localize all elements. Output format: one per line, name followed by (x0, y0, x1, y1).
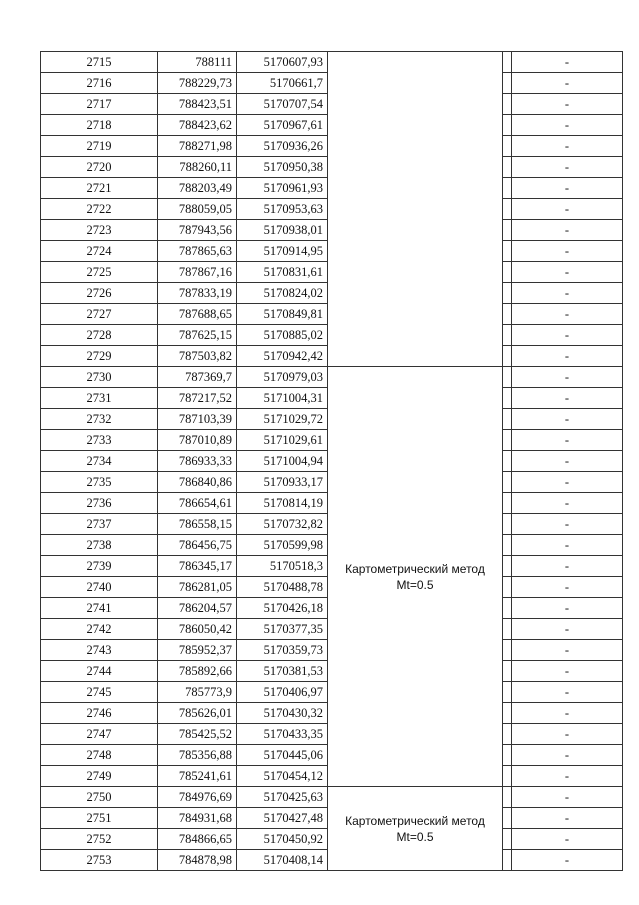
y-coordinate-cell: 5170445,06 (237, 745, 328, 766)
column-gap (503, 115, 512, 136)
point-number-cell: 2745 (41, 682, 158, 703)
point-number-cell: 2724 (41, 241, 158, 262)
column-gap (503, 535, 512, 556)
value-cell: - (512, 52, 623, 73)
point-number-cell: 2743 (41, 640, 158, 661)
x-coordinate-cell: 786933,33 (158, 451, 237, 472)
value-cell: - (512, 514, 623, 535)
column-gap (503, 388, 512, 409)
x-coordinate-cell: 788260,11 (158, 157, 237, 178)
y-coordinate-cell: 5170450,92 (237, 829, 328, 850)
value-cell: - (512, 304, 623, 325)
point-number-cell: 2722 (41, 199, 158, 220)
value-cell: - (512, 745, 623, 766)
y-coordinate-cell: 5170942,42 (237, 346, 328, 367)
column-gap (503, 52, 512, 73)
y-coordinate-cell: 5170377,35 (237, 619, 328, 640)
point-number-cell: 2730 (41, 367, 158, 388)
value-cell: - (512, 136, 623, 157)
value-cell: - (512, 472, 623, 493)
value-cell: - (512, 157, 623, 178)
x-coordinate-cell: 786345,17 (158, 556, 237, 577)
y-coordinate-cell: 5170454,12 (237, 766, 328, 787)
column-gap (503, 619, 512, 640)
y-coordinate-cell: 5170707,54 (237, 94, 328, 115)
y-coordinate-cell: 5170426,18 (237, 598, 328, 619)
value-cell: - (512, 388, 623, 409)
x-coordinate-cell: 786840,86 (158, 472, 237, 493)
point-number-cell: 2752 (41, 829, 158, 850)
x-coordinate-cell: 785892,66 (158, 661, 237, 682)
value-cell: - (512, 283, 623, 304)
point-number-cell: 2736 (41, 493, 158, 514)
column-gap (503, 304, 512, 325)
value-cell: - (512, 115, 623, 136)
column-gap (503, 808, 512, 829)
method-cell (328, 787, 503, 871)
point-number-cell: 2751 (41, 808, 158, 829)
y-coordinate-cell: 5171004,94 (237, 451, 328, 472)
value-cell: - (512, 787, 623, 808)
point-number-cell: 2729 (41, 346, 158, 367)
column-gap (503, 346, 512, 367)
column-gap (503, 262, 512, 283)
x-coordinate-cell: 785773,9 (158, 682, 237, 703)
y-coordinate-cell: 5170950,38 (237, 157, 328, 178)
x-coordinate-cell: 787865,63 (158, 241, 237, 262)
table-row (41, 367, 623, 388)
value-cell: - (512, 724, 623, 745)
x-coordinate-cell: 788111 (158, 52, 237, 73)
y-coordinate-cell: 5170936,26 (237, 136, 328, 157)
column-gap (503, 409, 512, 430)
column-gap (503, 178, 512, 199)
value-cell: - (512, 346, 623, 367)
y-coordinate-cell: 5170824,02 (237, 283, 328, 304)
point-number-cell: 2742 (41, 619, 158, 640)
accuracy-label: Mt=0.5 (396, 829, 434, 844)
column-gap (503, 598, 512, 619)
value-cell: - (512, 829, 623, 850)
point-number-cell: 2732 (41, 409, 158, 430)
point-number-cell: 2728 (41, 325, 158, 346)
point-number-cell: 2720 (41, 157, 158, 178)
column-gap (503, 850, 512, 871)
value-cell: - (512, 640, 623, 661)
column-gap (503, 766, 512, 787)
value-cell: - (512, 178, 623, 199)
point-number-cell: 2738 (41, 535, 158, 556)
value-cell: - (512, 220, 623, 241)
point-number-cell: 2735 (41, 472, 158, 493)
point-number-cell: 2753 (41, 850, 158, 871)
column-gap (503, 199, 512, 220)
y-coordinate-cell: 5170732,82 (237, 514, 328, 535)
x-coordinate-cell: 786050,42 (158, 619, 237, 640)
value-cell: - (512, 682, 623, 703)
method-cell (328, 52, 503, 367)
x-coordinate-cell: 787833,19 (158, 283, 237, 304)
y-coordinate-cell: 5171029,72 (237, 409, 328, 430)
value-cell: - (512, 766, 623, 787)
point-number-cell: 2717 (41, 94, 158, 115)
column-gap (503, 724, 512, 745)
point-number-cell: 2739 (41, 556, 158, 577)
column-gap (503, 283, 512, 304)
value-cell: - (512, 409, 623, 430)
x-coordinate-cell: 787867,16 (158, 262, 237, 283)
column-gap (503, 640, 512, 661)
y-coordinate-cell: 5170425,63 (237, 787, 328, 808)
x-coordinate-cell: 786204,57 (158, 598, 237, 619)
point-number-cell: 2750 (41, 787, 158, 808)
x-coordinate-cell: 788423,62 (158, 115, 237, 136)
point-number-cell: 2731 (41, 388, 158, 409)
point-number-cell: 2725 (41, 262, 158, 283)
point-number-cell: 2721 (41, 178, 158, 199)
column-gap (503, 493, 512, 514)
y-coordinate-cell: 5170433,35 (237, 724, 328, 745)
value-cell: - (512, 577, 623, 598)
y-coordinate-cell: 5170488,78 (237, 577, 328, 598)
column-gap (503, 682, 512, 703)
y-coordinate-cell: 5170814,19 (237, 493, 328, 514)
value-cell: - (512, 94, 623, 115)
y-coordinate-cell: 5170381,53 (237, 661, 328, 682)
x-coordinate-cell: 787943,56 (158, 220, 237, 241)
x-coordinate-cell: 788229,73 (158, 73, 237, 94)
column-gap (503, 829, 512, 850)
x-coordinate-cell: 788059,05 (158, 199, 237, 220)
point-number-cell: 2718 (41, 115, 158, 136)
x-coordinate-cell: 784866,65 (158, 829, 237, 850)
column-gap (503, 157, 512, 178)
y-coordinate-cell: 5170967,61 (237, 115, 328, 136)
x-coordinate-cell: 787369,7 (158, 367, 237, 388)
x-coordinate-cell: 786456,75 (158, 535, 237, 556)
x-coordinate-cell: 788423,51 (158, 94, 237, 115)
y-coordinate-cell: 5170831,61 (237, 262, 328, 283)
column-gap (503, 577, 512, 598)
y-coordinate-cell: 5171029,61 (237, 430, 328, 451)
value-cell: - (512, 703, 623, 724)
y-coordinate-cell: 5170885,02 (237, 325, 328, 346)
column-gap (503, 367, 512, 388)
method-cell (328, 367, 503, 787)
y-coordinate-cell: 5170430,32 (237, 703, 328, 724)
value-cell: - (512, 262, 623, 283)
x-coordinate-cell: 786281,05 (158, 577, 237, 598)
y-coordinate-cell: 5170406,97 (237, 682, 328, 703)
x-coordinate-cell: 788271,98 (158, 136, 237, 157)
y-coordinate-cell: 5170599,98 (237, 535, 328, 556)
column-gap (503, 94, 512, 115)
value-cell: - (512, 73, 623, 94)
value-cell: - (512, 556, 623, 577)
point-number-cell: 2719 (41, 136, 158, 157)
point-number-cell: 2726 (41, 283, 158, 304)
column-gap (503, 241, 512, 262)
column-gap (503, 472, 512, 493)
y-coordinate-cell: 5170979,03 (237, 367, 328, 388)
x-coordinate-cell: 785952,37 (158, 640, 237, 661)
y-coordinate-cell: 5171004,31 (237, 388, 328, 409)
point-number-cell: 2746 (41, 703, 158, 724)
method-label: Картометрический метод (345, 813, 485, 828)
x-coordinate-cell: 787103,39 (158, 409, 237, 430)
x-coordinate-cell: 785425,52 (158, 724, 237, 745)
coordinates-table (40, 51, 623, 871)
value-cell: - (512, 661, 623, 682)
value-cell: - (512, 535, 623, 556)
x-coordinate-cell: 786558,15 (158, 514, 237, 535)
point-number-cell: 2716 (41, 73, 158, 94)
y-coordinate-cell: 5170914,95 (237, 241, 328, 262)
point-number-cell: 2740 (41, 577, 158, 598)
method-label: Картометрический метод (345, 561, 485, 576)
x-coordinate-cell: 784878,98 (158, 850, 237, 871)
value-cell: - (512, 598, 623, 619)
point-number-cell: 2737 (41, 514, 158, 535)
value-cell: - (512, 430, 623, 451)
x-coordinate-cell: 785626,01 (158, 703, 237, 724)
y-coordinate-cell: 5170607,93 (237, 52, 328, 73)
table-row (41, 52, 623, 73)
x-coordinate-cell: 787625,15 (158, 325, 237, 346)
point-number-cell: 2741 (41, 598, 158, 619)
value-cell: - (512, 241, 623, 262)
coordinates-table-body (41, 52, 623, 871)
point-number-cell: 2733 (41, 430, 158, 451)
point-number-cell: 2747 (41, 724, 158, 745)
column-gap (503, 745, 512, 766)
y-coordinate-cell: 5170427,48 (237, 808, 328, 829)
x-coordinate-cell: 787010,89 (158, 430, 237, 451)
y-coordinate-cell: 5170359,73 (237, 640, 328, 661)
x-coordinate-cell: 787688,65 (158, 304, 237, 325)
column-gap (503, 556, 512, 577)
column-gap (503, 136, 512, 157)
y-coordinate-cell: 5170408,14 (237, 850, 328, 871)
column-gap (503, 325, 512, 346)
x-coordinate-cell: 784931,68 (158, 808, 237, 829)
value-cell: - (512, 493, 623, 514)
y-coordinate-cell: 5170849,81 (237, 304, 328, 325)
point-number-cell: 2734 (41, 451, 158, 472)
column-gap (503, 430, 512, 451)
x-coordinate-cell: 786654,61 (158, 493, 237, 514)
x-coordinate-cell: 785241,61 (158, 766, 237, 787)
value-cell: - (512, 850, 623, 871)
accuracy-label: Mt=0.5 (396, 577, 434, 592)
value-cell: - (512, 451, 623, 472)
x-coordinate-cell: 788203,49 (158, 178, 237, 199)
point-number-cell: 2749 (41, 766, 158, 787)
column-gap (503, 661, 512, 682)
column-gap (503, 220, 512, 241)
point-number-cell: 2744 (41, 661, 158, 682)
point-number-cell: 2748 (41, 745, 158, 766)
y-coordinate-cell: 5170661,7 (237, 73, 328, 94)
y-coordinate-cell: 5170938,01 (237, 220, 328, 241)
x-coordinate-cell: 785356,88 (158, 745, 237, 766)
y-coordinate-cell: 5170518,3 (237, 556, 328, 577)
value-cell: - (512, 199, 623, 220)
x-coordinate-cell: 784976,69 (158, 787, 237, 808)
value-cell: - (512, 619, 623, 640)
point-number-cell: 2727 (41, 304, 158, 325)
point-number-cell: 2723 (41, 220, 158, 241)
y-coordinate-cell: 5170961,93 (237, 178, 328, 199)
value-cell: - (512, 808, 623, 829)
y-coordinate-cell: 5170933,17 (237, 472, 328, 493)
column-gap (503, 787, 512, 808)
column-gap (503, 73, 512, 94)
point-number-cell: 2715 (41, 52, 158, 73)
value-cell: - (512, 367, 623, 388)
table-row (41, 787, 623, 808)
column-gap (503, 703, 512, 724)
x-coordinate-cell: 787503,82 (158, 346, 237, 367)
column-gap (503, 451, 512, 472)
y-coordinate-cell: 5170953,63 (237, 199, 328, 220)
column-gap (503, 514, 512, 535)
x-coordinate-cell: 787217,52 (158, 388, 237, 409)
value-cell: - (512, 325, 623, 346)
